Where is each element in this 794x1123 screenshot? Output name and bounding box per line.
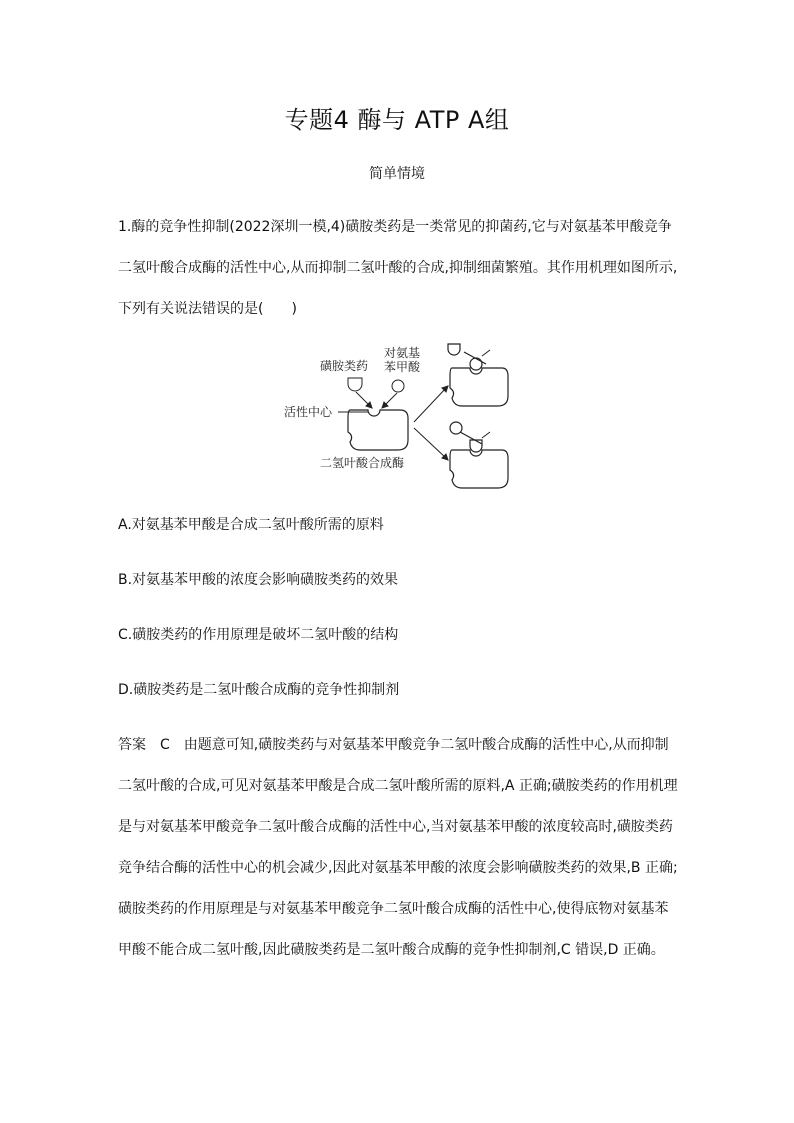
binding-arrows (356, 392, 397, 408)
enzyme-drug-bound (450, 422, 508, 488)
option-b: B.对氨基苯甲酸的浓度会影响磺胺类药的效果 (118, 572, 399, 588)
outcome-arrows (414, 386, 448, 460)
label-active-center: 活性中心 (284, 405, 333, 419)
label-enzyme: 二氢叶酸合成酶 (320, 456, 405, 470)
label-paba-line1: 对氨基 (384, 346, 421, 360)
sulfonamide-shape (348, 378, 362, 391)
mechanism-diagram (280, 340, 520, 500)
section-subtitle: 简单情境 (369, 166, 425, 182)
option-c: C.磺胺类药的作用原理是破坏二氢叶酸的结构 (118, 627, 399, 643)
enzyme-paba-bound (448, 344, 508, 406)
top-arrow-tip (482, 350, 490, 356)
bottom-arrow-tip (482, 432, 490, 438)
answer-block (118, 725, 680, 971)
answer-label: 答案 (118, 737, 146, 753)
question-stem: 1.酶的竞争性抑制(2022深圳一模,4)磺胺类药是一类常见的抑菌药,它与对氨基苯甲酸竞争二氢叶酸合成酶的活性中心,从而抑制二氢叶酸的合成,抑制细菌繁殖。其作用机理如图所示,下列有关说法错误的是( ) (118, 219, 678, 317)
answer-letter: C (160, 737, 170, 753)
label-paba-line2: 苯甲酸 (384, 360, 421, 374)
label-sulfonamide: 磺胺类药 (320, 359, 369, 373)
option-d: D.磺胺类药是二氢叶酸合成酶的竞争性抑制剂 (118, 682, 400, 698)
main-enzyme (348, 410, 408, 450)
answer-explanation: 由题意可知,磺胺类药与对氨基苯甲酸竞争二氢叶酸合成酶的活性中心,从而抑制二氢叶酸的合成,可见对氨基苯甲酸是合成二氢叶酸所需的原料,A 正确;磺胺类药的作用机理是与对氨基苯甲酸竞争二氢叶酸合成酶的活性中心,当对氨基苯甲酸的浓度较高时,磺胺类药竞争结合酶的活性中心的机会减少,因此对氨基苯甲酸的浓度会影响磺胺类药的效果,B 正确;磺胺类药的作用原理是与对氨基苯甲酸竞争二氢叶酸合成酶的活性中心,使得底物对氨基苯甲酸不能合成二氢叶酸,因此磺胺类药是二氢叶酸合成酶的竞争性抑制剂,C 错误,D 正确。 (118, 737, 678, 958)
paba-shape (392, 380, 404, 392)
option-a: A.对氨基苯甲酸是合成二氢叶酸所需的原料 (118, 517, 384, 533)
page-title: 专题4 酶与 ATP A组 (284, 106, 510, 134)
